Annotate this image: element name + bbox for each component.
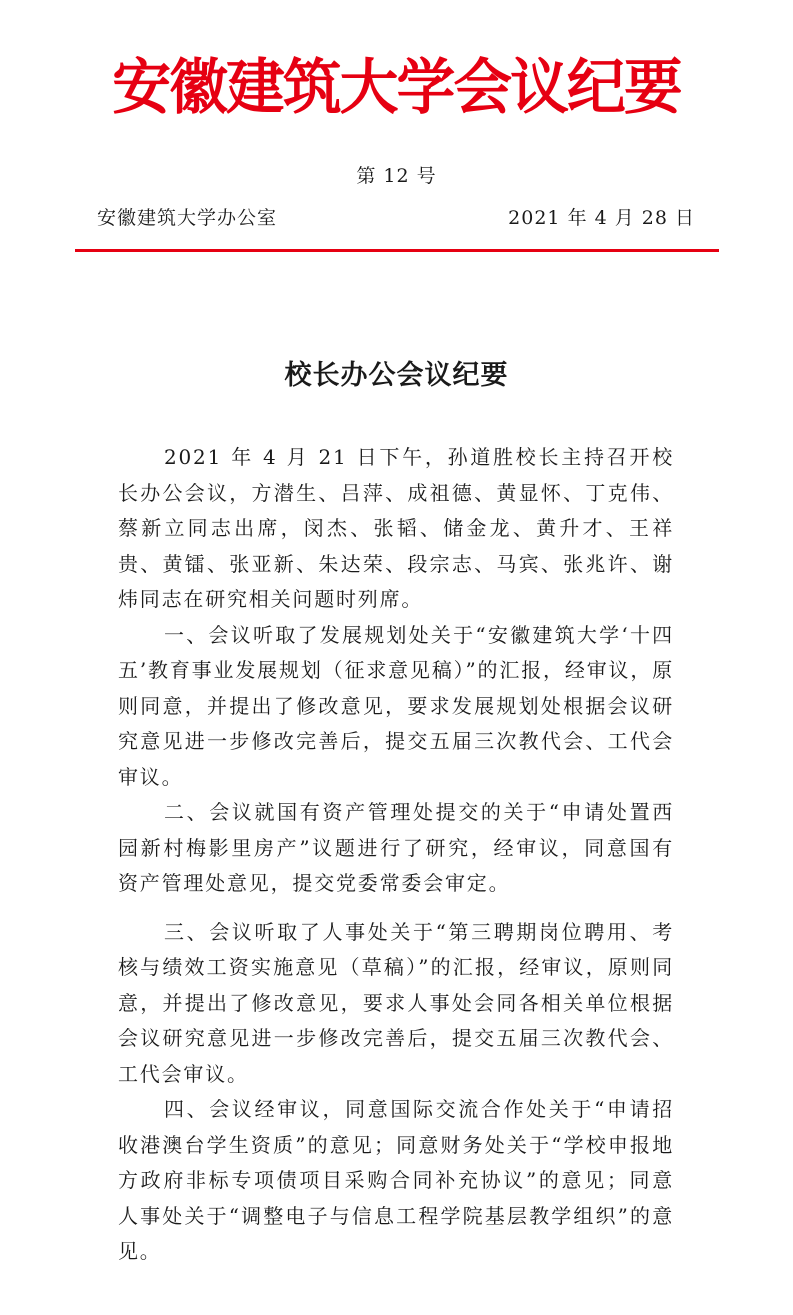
- document-title: 校长办公会议纪要: [284, 360, 509, 391]
- red-divider: [75, 249, 719, 252]
- paragraph-item-3: 三、会议听取了人事处关于“第三聘期岗位聘用、考核与绩效工资实施意见（草稿）”的汇报，经审议，原则同意，并提出了修改意见，要求人事处会同各相关单位根据会议研究意见进一步修改完善后，提交五届三次教代会、工代会审议。: [118, 919, 674, 1086]
- paragraph-item-2: 二、会议就国有资产管理处提交的关于“申请处置西园新村梅影里房产”议题进行了研究，经审议，同意国有资产管理处意见，提交党委常委会审定。: [118, 800, 674, 895]
- paragraph-item-1: 一、会议听取了发展规划处关于“安徽建筑大学‘十四五’教育事业发展规划（征求意见稿）”的汇报，经审议，原则同意，并提出了修改意见，要求发展规划处根据会议研究意见进一步修改完善后，提交五届三次教代会、工代会审议。: [118, 622, 674, 789]
- issue-date: 2021 年 4 月 28 日: [508, 207, 695, 229]
- document-body: [118, 440, 674, 1270]
- paragraph-intro: 2021 年 4 月 21 日下午，孙道胜校长主持召开校长办公会议，方潜生、吕萍、成祖德、黄显怀、丁克伟、蔡新立同志出席，闵杰、张韬、储金龙、黄升才、王祥贵、黄镭、张亚新、朱达荣、段宗志、马宾、张兆许、谢炜同志在研究相关问题时列席。: [118, 445, 674, 611]
- paragraph-item-4: 四、会议经审议，同意国际交流合作处关于“申请招收港澳台学生资质”的意见；同意财务处关于“学校申报地方政府非标专项债项目采购合同补充协议”的意见；同意人事处关于“调整电子与信息工程学院基层教学组织”的意见。: [118, 1097, 674, 1263]
- masthead-title: 安徽建筑大学会议纪要: [112, 53, 681, 123]
- issuing-office: 安徽建筑大学办公室: [97, 207, 278, 229]
- issue-number: 第 12 号: [356, 165, 437, 187]
